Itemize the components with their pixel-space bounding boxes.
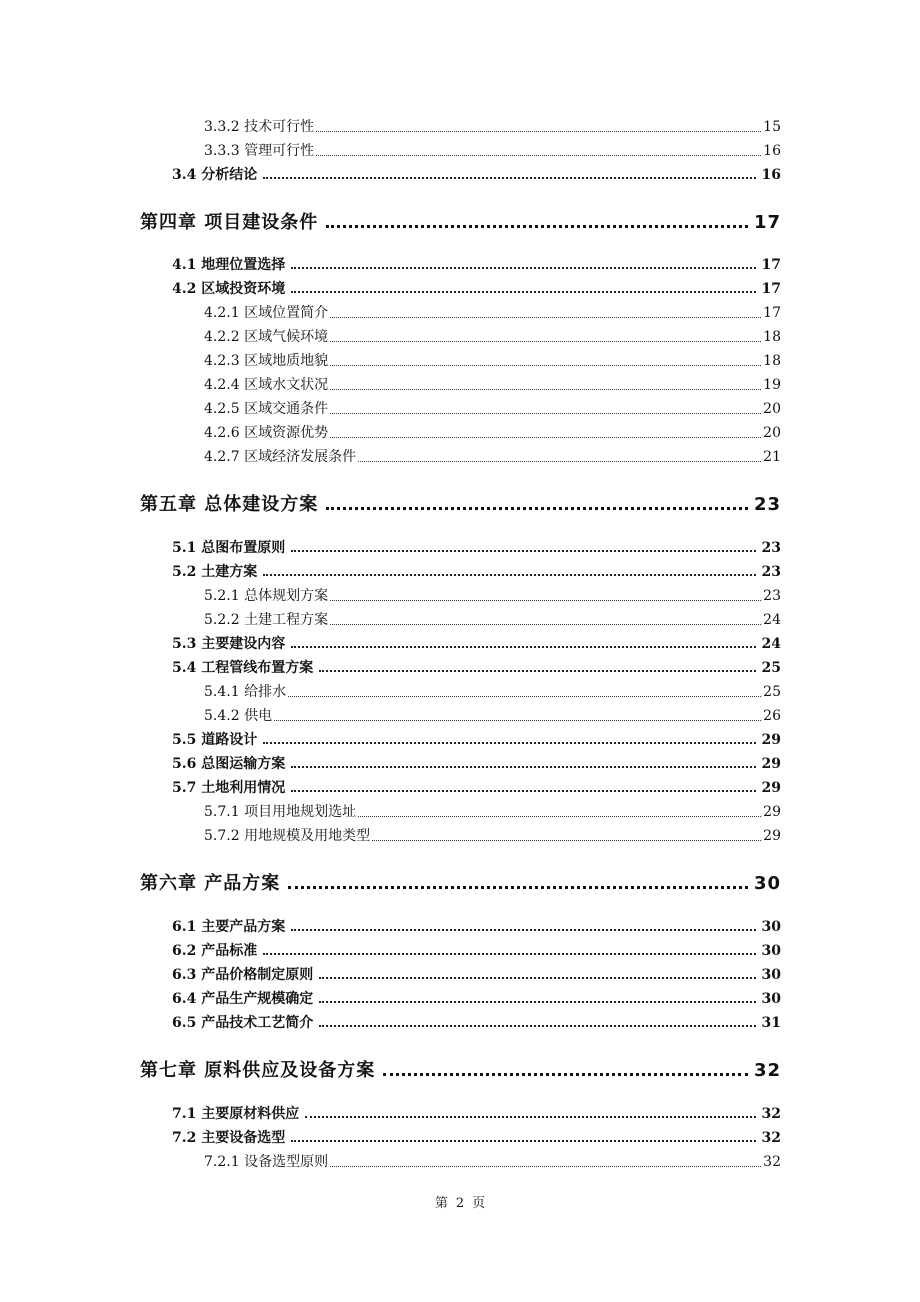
dot-leader — [316, 130, 761, 132]
toc-entry-page: 24 — [761, 636, 781, 652]
toc-entry-label: 6.3 产品价格制定原则 — [172, 967, 314, 983]
toc-chapter[interactable] — [140, 208, 781, 234]
toc-entry-label: 5.2.1 总体规划方案 — [204, 588, 329, 604]
toc-entry-label: 4.2.2 区域气候环境 — [204, 329, 329, 345]
toc-entry-page: 31 — [761, 1015, 781, 1031]
dot-leader — [263, 176, 755, 179]
dot-leader — [319, 976, 755, 979]
toc-entry[interactable] — [172, 537, 781, 557]
dot-leader — [263, 952, 755, 955]
toc-entry-label: 3.3.3 管理可行性 — [204, 143, 315, 159]
toc-entry-page: 20 — [763, 401, 781, 417]
toc-entry-label: 5.2.2 土建工程方案 — [204, 612, 329, 628]
toc-entry-page: 17 — [761, 281, 781, 297]
dot-leader — [288, 695, 761, 697]
page-number: 2 — [455, 1196, 465, 1211]
dot-leader — [358, 460, 761, 462]
dot-leader — [330, 1165, 761, 1167]
toc-chapter-label: 第六章 产品方案 — [140, 873, 281, 894]
toc-entry-label: 5.3 主要建设内容 — [172, 636, 286, 652]
toc-entry[interactable] — [172, 1103, 781, 1123]
dot-leader — [291, 266, 755, 269]
toc-entry[interactable] — [204, 801, 781, 821]
toc-entry[interactable] — [172, 1127, 781, 1147]
dot-leader — [305, 1115, 755, 1118]
dot-leader — [330, 436, 761, 438]
dot-leader — [291, 1139, 755, 1142]
dot-leader — [291, 645, 755, 648]
toc-entry-label: 5.2 土建方案 — [172, 564, 258, 580]
toc-entry-page: 16 — [763, 143, 781, 159]
toc-entry[interactable] — [204, 825, 781, 845]
toc-entry-label: 3.3.2 技术可行性 — [204, 119, 315, 135]
toc-entry-page: 30 — [761, 943, 781, 959]
toc-entry[interactable] — [204, 374, 781, 394]
dot-leader — [383, 1072, 748, 1076]
dot-leader — [316, 154, 761, 156]
toc-entry-page: 30 — [761, 967, 781, 983]
toc-entry-label: 6.2 产品标准 — [172, 943, 258, 959]
toc-entry-page: 30 — [761, 919, 781, 935]
toc-entry-page: 29 — [761, 732, 781, 748]
dot-leader — [372, 839, 761, 841]
dot-leader — [263, 741, 755, 744]
toc-entry-label: 5.7.1 项目用地规划选址 — [204, 804, 357, 820]
toc-entry[interactable] — [204, 585, 781, 605]
toc-entry[interactable] — [172, 753, 781, 773]
dot-leader — [330, 388, 761, 390]
toc-entry-page: 18 — [763, 329, 781, 345]
toc-entry[interactable] — [204, 1151, 781, 1171]
dot-leader — [358, 815, 761, 817]
toc-entry-label: 6.1 主要产品方案 — [172, 919, 286, 935]
toc-entry-page: 23 — [761, 540, 781, 556]
footer-suffix: 页 — [472, 1196, 486, 1211]
toc-entry[interactable] — [172, 988, 781, 1008]
dot-leader — [274, 719, 761, 721]
toc-entry-label: 4.2.4 区域水文状况 — [204, 377, 329, 393]
toc-entry[interactable] — [172, 1012, 781, 1032]
toc-entry-page: 21 — [763, 449, 781, 465]
toc-entry[interactable] — [204, 116, 781, 136]
toc-entry-label: 4.2.5 区域交通条件 — [204, 401, 329, 417]
toc-entry[interactable] — [204, 398, 781, 418]
toc-entry-label: 5.7 土地利用情况 — [172, 780, 286, 796]
toc-chapter-page: 30 — [753, 873, 781, 894]
dot-leader — [291, 789, 755, 792]
toc-entry-label: 5.4 工程管线布置方案 — [172, 660, 314, 676]
dot-leader — [319, 1024, 755, 1027]
toc-entry[interactable] — [172, 633, 781, 653]
toc-entry-label: 7.2 主要设备选型 — [172, 1130, 286, 1146]
dot-leader — [288, 885, 748, 889]
toc-entry-label: 5.6 总图运输方案 — [172, 756, 286, 772]
toc-entry-label: 7.1 主要原材料供应 — [172, 1106, 300, 1122]
toc-entry[interactable] — [204, 681, 781, 701]
toc-entry[interactable] — [172, 164, 781, 184]
toc-entry-label: 4.2.1 区域位置简介 — [204, 305, 329, 321]
toc-entry[interactable] — [172, 657, 781, 677]
toc-entry[interactable] — [172, 561, 781, 581]
toc-entry-label: 5.4.1 给排水 — [204, 684, 287, 700]
toc-entry[interactable] — [204, 350, 781, 370]
toc-entry-page: 17 — [761, 257, 781, 273]
toc-entry-page: 26 — [763, 708, 781, 724]
toc-entry-page: 16 — [761, 167, 781, 183]
toc-chapter[interactable] — [140, 490, 781, 516]
toc-entry-label: 6.4 产品生产规模确定 — [172, 991, 314, 1007]
dot-leader — [326, 224, 748, 228]
toc-entry-page: 15 — [763, 119, 781, 135]
toc-entry-page: 32 — [761, 1130, 781, 1146]
dot-leader — [326, 506, 748, 510]
toc-entry[interactable] — [172, 729, 781, 749]
dot-leader — [291, 928, 755, 931]
toc-entry-page: 23 — [761, 564, 781, 580]
toc-entry-page: 19 — [763, 377, 781, 393]
toc-entry-page: 29 — [763, 804, 781, 820]
toc-chapter[interactable] — [140, 1056, 781, 1082]
toc-entry[interactable] — [204, 302, 781, 322]
toc-entry-page: 29 — [761, 780, 781, 796]
toc-entry[interactable] — [172, 964, 781, 984]
toc-entry-label: 5.1 总图布置原则 — [172, 540, 286, 556]
toc-entry[interactable] — [172, 916, 781, 936]
toc-chapter[interactable] — [140, 869, 781, 895]
toc-entry-page: 30 — [761, 991, 781, 1007]
toc-entry-label: 7.2.1 设备选型原则 — [204, 1154, 329, 1170]
toc-chapter-label: 第七章 原料供应及设备方案 — [140, 1060, 376, 1081]
toc-entry-label: 5.7.2 用地规模及用地类型 — [204, 828, 371, 844]
toc-entry-label: 4.2.7 区域经济发展条件 — [204, 449, 357, 465]
toc-entry-label: 6.5 产品技术工艺简介 — [172, 1015, 314, 1031]
toc-entry-page: 20 — [763, 425, 781, 441]
toc-entry[interactable] — [204, 705, 781, 725]
toc-entry-label: 5.5 道路设计 — [172, 732, 258, 748]
toc-entry-page: 29 — [763, 828, 781, 844]
dot-leader — [330, 316, 761, 318]
toc-entry[interactable] — [204, 609, 781, 629]
toc-chapter-page: 32 — [753, 1060, 781, 1081]
toc-chapter-label: 第五章 总体建设方案 — [140, 494, 319, 515]
toc-entry-page: 18 — [763, 353, 781, 369]
dot-leader — [319, 1000, 755, 1003]
dot-leader — [330, 364, 761, 366]
toc-entry-label: 4.2 区域投资环境 — [172, 281, 286, 297]
toc-entry[interactable] — [204, 422, 781, 442]
dot-leader — [319, 669, 755, 672]
dot-leader — [291, 765, 755, 768]
toc-entry-page: 29 — [761, 756, 781, 772]
toc-entry[interactable] — [172, 940, 781, 960]
toc-entry-page: 32 — [763, 1154, 781, 1170]
toc-entry-label: 3.4 分析结论 — [172, 167, 258, 183]
toc-entry-page: 25 — [761, 660, 781, 676]
page-footer — [0, 1192, 920, 1211]
dot-leader — [330, 623, 761, 625]
toc-entry-page: 17 — [763, 305, 781, 321]
toc-entry-page: 32 — [761, 1106, 781, 1122]
toc-entry-label: 5.4.2 供电 — [204, 708, 273, 724]
toc-entry-label: 4.1 地理位置选择 — [172, 257, 286, 273]
toc-entry-label: 4.2.3 区域地质地貌 — [204, 353, 329, 369]
dot-leader — [263, 573, 755, 576]
toc-entry[interactable] — [204, 326, 781, 346]
dot-leader — [330, 340, 761, 342]
dot-leader — [291, 290, 755, 293]
toc-entry[interactable] — [172, 777, 781, 797]
toc-chapter-page: 17 — [753, 212, 781, 233]
toc-entry-page: 25 — [763, 684, 781, 700]
toc-chapter-label: 第四章 项目建设条件 — [140, 212, 319, 233]
toc-entry-page: 23 — [763, 588, 781, 604]
toc-chapter-page: 23 — [753, 494, 781, 515]
toc-entry[interactable] — [172, 254, 781, 274]
toc-entry[interactable] — [204, 140, 781, 160]
dot-leader — [330, 412, 761, 414]
dot-leader — [291, 549, 755, 552]
toc-entry[interactable] — [172, 278, 781, 298]
dot-leader — [330, 599, 761, 601]
toc-entry-page: 24 — [763, 612, 781, 628]
footer-prefix: 第 — [434, 1196, 448, 1211]
toc-entry[interactable] — [204, 446, 781, 466]
toc-entry-label: 4.2.6 区域资源优势 — [204, 425, 329, 441]
